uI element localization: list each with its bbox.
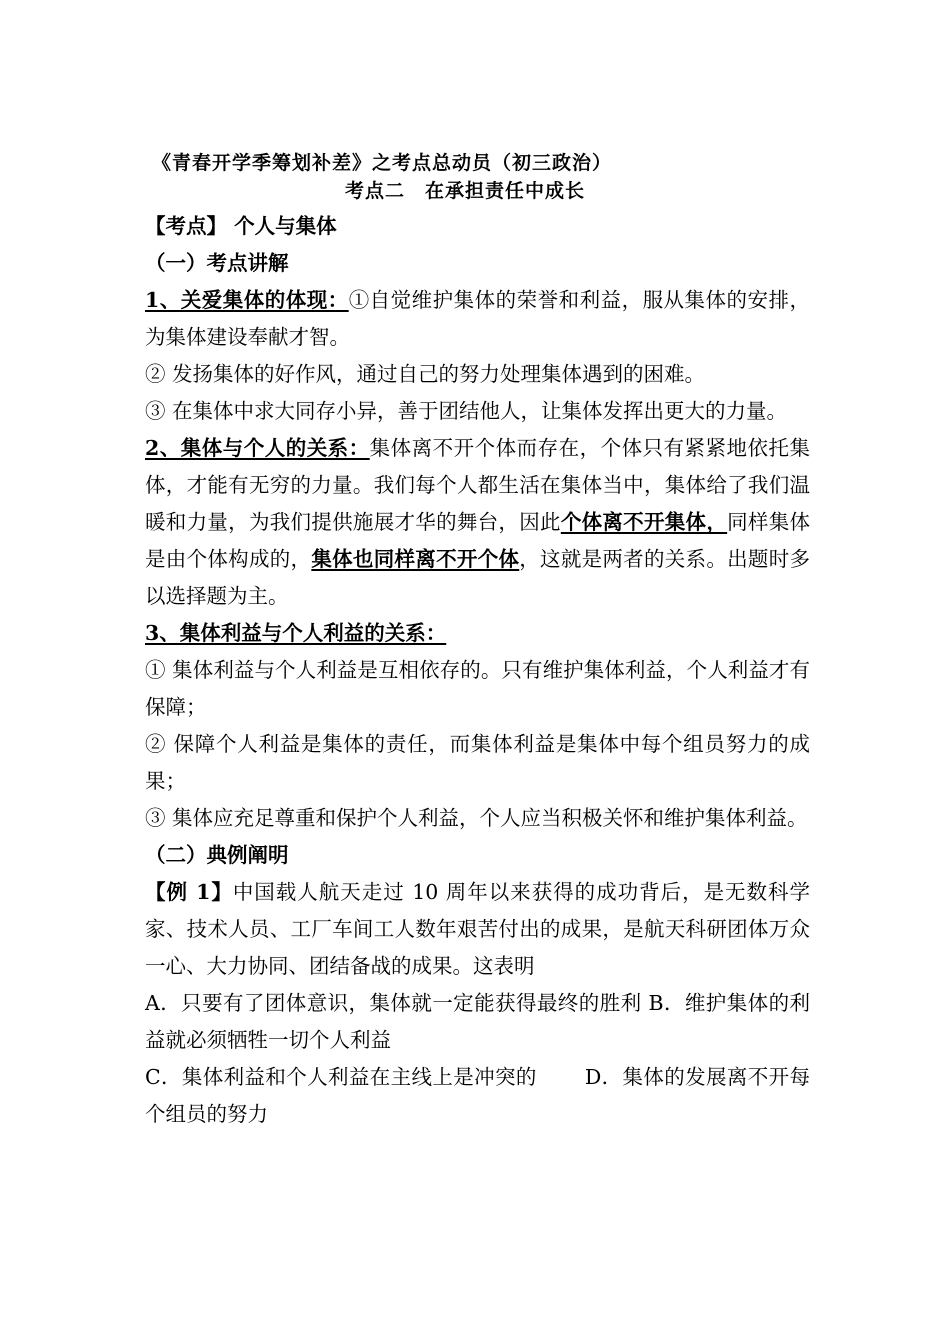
- paragraph-1: [145, 282, 810, 356]
- document-title: 《青春开学季筹划补差》之考点总动员（初三政治）: [152, 152, 613, 174]
- paragraph-2-text-b: 同样集体是由个体构成的，: [145, 510, 811, 571]
- paragraph-2-text-a: 集体离不开个体而存在，个体只有紧紧地依托集体，才能有无穷的力量。我们每个人都生活在集体当中，集体给了我们温暖和力量，为我们提供施展才华的舞台，因此: [145, 436, 810, 534]
- paragraph-2-heading: 2、集体与个人的关系：: [145, 436, 370, 460]
- paragraph-1-heading: 1、关爱集体的体现：: [145, 288, 349, 312]
- paragraph-2-text-c: ，这就是两者的关系。出题时多以选择题为主。: [145, 547, 811, 608]
- options-a-b: A．只要有了团体意识，集体就一定能获得最终的胜利 B．维护集体的利益就必须牺牲一切个人利益: [145, 991, 810, 1052]
- paragraph-3-heading: 3、集体利益与个人利益的关系：: [145, 621, 447, 645]
- paragraph-2-emphasis-1: 个体离不开集体，: [560, 510, 728, 534]
- option-d: D．集体的发展离不开每个组员的努力: [145, 1065, 810, 1126]
- paragraph-3-item-1: ① 集体利益与个人利益是互相依存的。只有维护集体利益，个人利益才有保障；: [145, 658, 810, 719]
- paragraph-1-item-2: ② 发扬集体的好作风，通过自己的努力处理集体遇到的困难。: [145, 362, 706, 386]
- topic-label: 【考点】: [145, 214, 227, 238]
- paragraph-3-item-2: ② 保障个人利益是集体的责任，而集体利益是集体中每个组员努力的成果；: [145, 732, 810, 793]
- options-c-d: [145, 1059, 810, 1133]
- option-c: C．集体利益和个人利益在主线上是冲突的: [145, 1065, 537, 1089]
- example-1-label: 【例 1】: [145, 880, 233, 904]
- document-body: [145, 208, 810, 1133]
- subheading-examples: （二）典例阐明: [145, 843, 289, 867]
- paragraph-1-text: ①自觉维护集体的荣誉和利益，服从集体的安排，为集体建设奉献才智。: [145, 288, 811, 349]
- subheading-explanation: （一）考点讲解: [145, 251, 289, 275]
- topic-line: [145, 208, 810, 245]
- topic-text: 个人与集体: [227, 214, 337, 238]
- paragraph-2-emphasis-2: 集体也同样离不开个体: [311, 547, 520, 571]
- document-subtitle: 考点二 在承担责任中成长: [345, 180, 586, 202]
- paragraph-2: [145, 430, 810, 615]
- paragraph-1-item-3: ③ 在集体中求大同存小异，善于团结他人，让集体发挥出更大的力量。: [145, 399, 788, 423]
- example-1-text: 中国载人航天走过 10 周年以来获得的成功背后，是无数科学家、技术人员、工厂车间工人数年艰苦付出的成果，是航天科研团体万众一心、大力协同、团结备战的成果。这表明: [145, 880, 810, 978]
- paragraph-3-item-3: ③ 集体应充足尊重和保护个人利益，个人应当积极关怀和维护集体利益。: [145, 806, 808, 830]
- example-1: [145, 874, 810, 985]
